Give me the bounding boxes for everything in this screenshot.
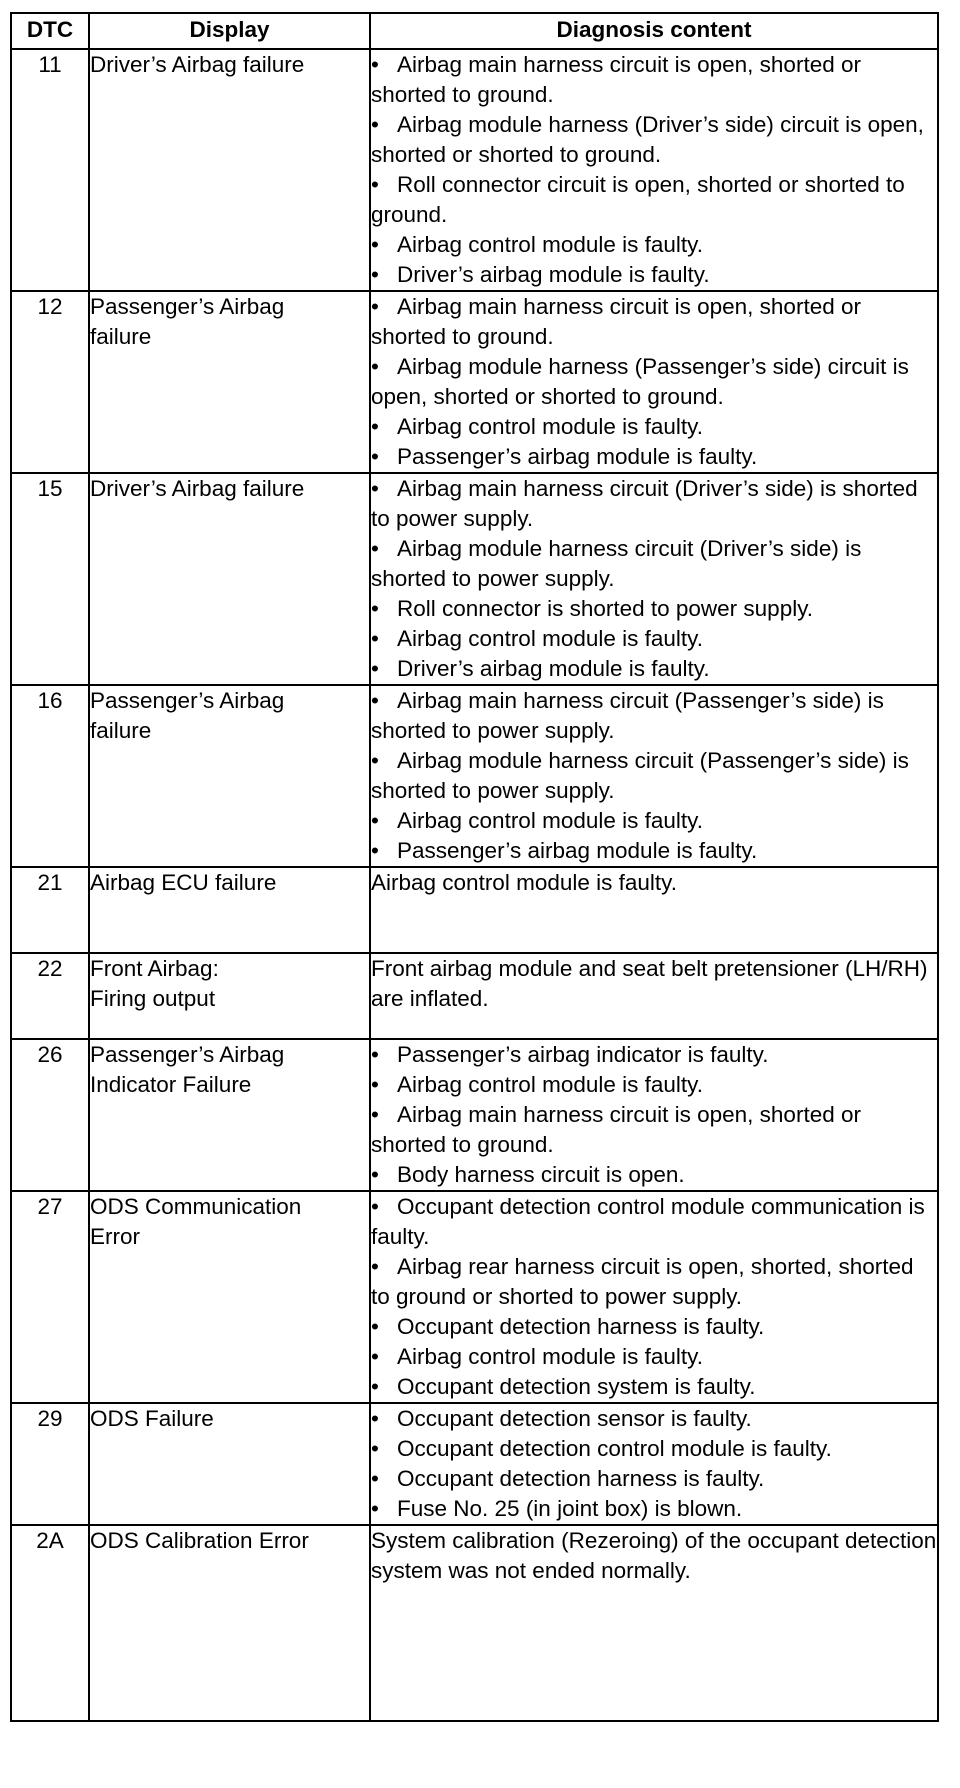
table-row: [11, 867, 938, 953]
display-line: Driver’s Airbag failure: [90, 52, 305, 77]
table-row: [11, 953, 938, 1039]
diagnosis-bullet-item: • Occupant detection harness is faulty.: [371, 1464, 937, 1494]
diagnosis-bullet-item: • Passenger’s airbag indicator is faulty.: [371, 1040, 937, 1070]
dtc-code-cell: 11: [11, 49, 89, 291]
display-cell: [89, 1525, 370, 1721]
display-cell: [89, 49, 370, 291]
display-line: ODS Communication: [90, 1194, 302, 1219]
diagnosis-bullet-item: • Airbag main harness circuit (Driver’s side) is shorted to power supply.: [371, 474, 937, 534]
diagnosis-bullet-item: • Roll connector circuit is open, shorted or shorted to ground.: [371, 170, 937, 230]
diagnosis-bullet-item: • Airbag control module is faulty.: [371, 230, 937, 260]
diagnosis-bullet-item: • Driver’s airbag module is faulty.: [371, 260, 937, 290]
diagnosis-cell: [370, 1403, 938, 1525]
table-row: [11, 1403, 938, 1525]
display-cell: [89, 1191, 370, 1403]
table-row: [11, 1191, 938, 1403]
diagnosis-bullet-item: • Airbag main harness circuit is open, shorted or shorted to ground.: [371, 50, 937, 110]
diagnosis-cell: [370, 1191, 938, 1403]
display-cell: [89, 1039, 370, 1191]
display-cell: [89, 685, 370, 867]
diagnosis-bullet-item: • Roll connector is shorted to power supply.: [371, 594, 937, 624]
diagnosis-bullet-item: • Airbag module harness circuit (Driver’s side) is shorted to power supply.: [371, 534, 937, 594]
diagnosis-bullet-item: • Occupant detection harness is faulty.: [371, 1312, 937, 1342]
diagnosis-text: System calibration (Rezeroing) of the occupant detection system was not ended normally.: [371, 1528, 937, 1583]
display-line: ODS Calibration Error: [90, 1528, 309, 1553]
display-line: Passenger’s Airbag: [90, 688, 285, 713]
diagnosis-cell: [370, 49, 938, 291]
diagnosis-bullet-item: • Occupant detection control module communication is faulty.: [371, 1192, 937, 1252]
display-line: Airbag ECU failure: [90, 870, 277, 895]
table-row: [11, 49, 938, 291]
dtc-code-cell: 21: [11, 867, 89, 953]
dtc-code-cell: 2A: [11, 1525, 89, 1721]
display-line: Front Airbag:: [90, 956, 219, 981]
dtc-code-cell: 15: [11, 473, 89, 685]
header-display: Display: [89, 13, 370, 49]
display-line: Firing output: [90, 986, 216, 1011]
diagnosis-bullet-item: • Airbag module harness (Passenger’s side) circuit is open, shorted or shorted to ground.: [371, 352, 937, 412]
table-row: [11, 685, 938, 867]
table-header: [11, 13, 938, 49]
diagnosis-cell: [370, 1525, 938, 1721]
display-line: failure: [90, 718, 152, 743]
diagnosis-cell: [370, 1039, 938, 1191]
diagnosis-bullet-item: • Passenger’s airbag module is faulty.: [371, 836, 937, 866]
diagnosis-bullet-item: • Occupant detection control module is faulty.: [371, 1434, 937, 1464]
diagnosis-bullet-item: • Body harness circuit is open.: [371, 1160, 937, 1190]
diagnosis-bullet-item: • Occupant detection system is faulty.: [371, 1372, 937, 1402]
display-line: Passenger’s Airbag: [90, 1042, 285, 1067]
header-row: [11, 13, 938, 49]
diagnosis-bullet-item: • Fuse No. 25 (in joint box) is blown.: [371, 1494, 937, 1524]
diagnosis-bullet-item: • Airbag main harness circuit is open, shorted or shorted to ground.: [371, 1100, 937, 1160]
diagnosis-bullet-item: • Airbag control module is faulty.: [371, 1070, 937, 1100]
diagnosis-cell: [370, 867, 938, 953]
diagnosis-cell: [370, 291, 938, 473]
table-row: [11, 291, 938, 473]
diagnosis-bullet-item: • Airbag main harness circuit (Passenger’s side) is shorted to power supply.: [371, 686, 937, 746]
display-line: Error: [90, 1224, 140, 1249]
diagnosis-bullet-item: • Occupant detection sensor is faulty.: [371, 1404, 937, 1434]
dtc-table: [10, 12, 939, 1722]
header-diagnosis: Diagnosis content: [370, 13, 938, 49]
diagnosis-bullet-item: • Airbag module harness (Driver’s side) circuit is open, shorted or shorted to ground.: [371, 110, 937, 170]
diagnosis-bullet-item: • Airbag control module is faulty.: [371, 806, 937, 836]
diagnosis-cell: [370, 473, 938, 685]
display-cell: [89, 473, 370, 685]
dtc-code-cell: 26: [11, 1039, 89, 1191]
diagnosis-bullet-item: • Airbag control module is faulty.: [371, 624, 937, 654]
diagnosis-text: Front airbag module and seat belt pretensioner (LH/RH) are inflated.: [371, 956, 928, 1011]
dtc-code-cell: 12: [11, 291, 89, 473]
display-line: Passenger’s Airbag: [90, 294, 285, 319]
display-line: Indicator Failure: [90, 1072, 252, 1097]
dtc-code-cell: 27: [11, 1191, 89, 1403]
display-cell: [89, 953, 370, 1039]
diagnosis-bullet-item: • Airbag control module is faulty.: [371, 412, 937, 442]
diagnosis-bullet-item: • Passenger’s airbag module is faulty.: [371, 442, 937, 472]
display-line: ODS Failure: [90, 1406, 214, 1431]
dtc-code-cell: 29: [11, 1403, 89, 1525]
display-line: Driver’s Airbag failure: [90, 476, 305, 501]
display-cell: [89, 291, 370, 473]
dtc-code-cell: 16: [11, 685, 89, 867]
diagnosis-cell: [370, 953, 938, 1039]
diagnosis-text: Airbag control module is faulty.: [371, 870, 677, 895]
display-cell: [89, 867, 370, 953]
display-cell: [89, 1403, 370, 1525]
diagnosis-bullet-item: • Airbag main harness circuit is open, shorted or shorted to ground.: [371, 292, 937, 352]
diagnosis-bullet-item: • Driver’s airbag module is faulty.: [371, 654, 937, 684]
diagnosis-bullet-item: • Airbag rear harness circuit is open, shorted, shorted to ground or shorted to power supply.: [371, 1252, 937, 1312]
table-row: [11, 1039, 938, 1191]
diagnosis-bullet-item: • Airbag control module is faulty.: [371, 1342, 937, 1372]
table-row: [11, 1525, 938, 1721]
header-dtc: DTC: [11, 13, 89, 49]
diagnosis-cell: [370, 685, 938, 867]
display-line: failure: [90, 324, 152, 349]
table-row: [11, 473, 938, 685]
dtc-code-cell: 22: [11, 953, 89, 1039]
diagnosis-bullet-item: • Airbag module harness circuit (Passenger’s side) is shorted to power supply.: [371, 746, 937, 806]
table-body: [11, 49, 938, 1721]
